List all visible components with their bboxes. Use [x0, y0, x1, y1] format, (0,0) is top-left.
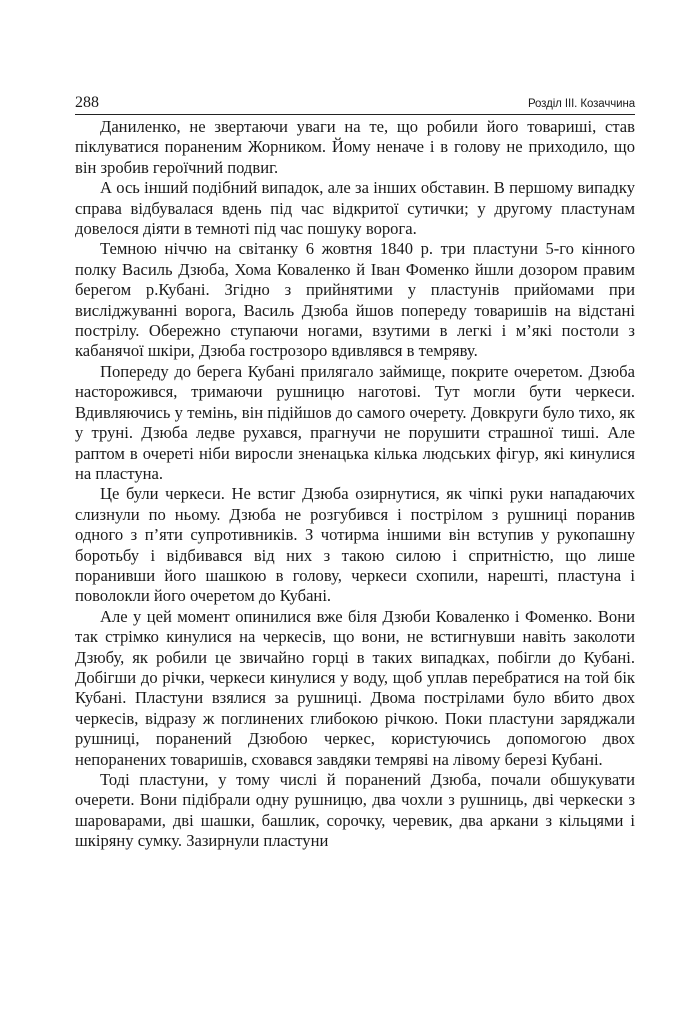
paragraph: Темною ніччю на світанку 6 жовтня 1840 р. три пластуни 5-го кінного полку Василь Дзюба, Хома Коваленко й Іван Фоменко йшли дозором правим берегом р.Кубані. Згідно з прийнятими у пластунів прийомами при висліджуванні ворога, Василь Дзюба йшов попереду товаришів на відстані пострілу. Обережно ступаючи ногами, взутими в легкі і м’які постоли з кабанячої шкіри, Дзюба гострозоро вдивлявся в темряву. [75, 239, 635, 361]
paragraph: А ось інший подібний випадок, але за інших обставин. В першому випадку справа відбувалася вдень під час відкритої сутички; у другому пластунам довелося діяти в темноті під час пошуку ворога. [75, 178, 635, 239]
section-title: Розділ ІІІ. Козаччина [527, 98, 635, 110]
book-page [75, 94, 635, 852]
paragraph: Тоді пластуни, у тому числі й поранений Дзюба, почали обшукувати очерети. Вони підібрали одну рушницю, два чохли з рушниць, дві черкески з шароварами, дві шашки, башлик, сорочку, черевик, два аркани з кільцями і шкіряну сумку. Зазирнули пластуни [75, 770, 635, 851]
body-text [75, 117, 635, 852]
paragraph: Але у цей момент опинилися вже біля Дзюби Коваленко і Фоменко. Вони так стрімко кинулися на черкесів, що вони, не встигнувши навіть заколоти Дзюбу, як робили це звичайно горці в таких випадках, побігли до Кубані. Добігши до річки, черкеси кинулися у воду, щоб уплав перебратися на той бік Кубані. Пластуни взялися за рушниці. Двома пострілами було вбито двох черкесів, відразу ж поглинених глибокою річкою. Поки пластуни заряджали рушниці, поранений Дзюбою черкес, користуючись допомогою двох непоранених товаришів, сховався завдяки темряві на лівому березі Кубані. [75, 606, 635, 769]
running-header [75, 94, 635, 115]
paragraph: Попереду до берега Кубані прилягало займище, покрите очеретом. Дзюба насторожився, тримаючи рушницю наготові. Тут могли бути черкеси. Вдивляючись у темінь, він підійшов до самого очерету. Довкруги було тихо, як у труні. Дзюба ледве рухався, прагнучи не порушити страшної тиші. Але раптом в очереті ніби виросли зненацька кілька людських фігур, які кинулися на пластуна. [75, 361, 635, 483]
paragraph: Даниленко, не звертаючи уваги на те, що робили його товариші, став піклуватися пораненим Жорником. Йому неначе і в голову не приходило, що він зробив героїчний подвиг. [75, 117, 635, 177]
paragraph: Це були черкеси. Не встиг Дзюба озирнутися, як чіпкі руки нападаючих слизнули по ньому. Дзюба не розгубився і пострілом з рушниці поранив одного з п’яти супротивників. З чотирма іншими він вступив у рукопашну боротьбу і відбивався від них з такою силою і спритністю, що лише поранивши його шашкою в голову, черкеси схопили, нарешті, пластуна і поволокли його очеретом до Кубані. [75, 484, 635, 606]
page-number: 288 [75, 94, 99, 111]
